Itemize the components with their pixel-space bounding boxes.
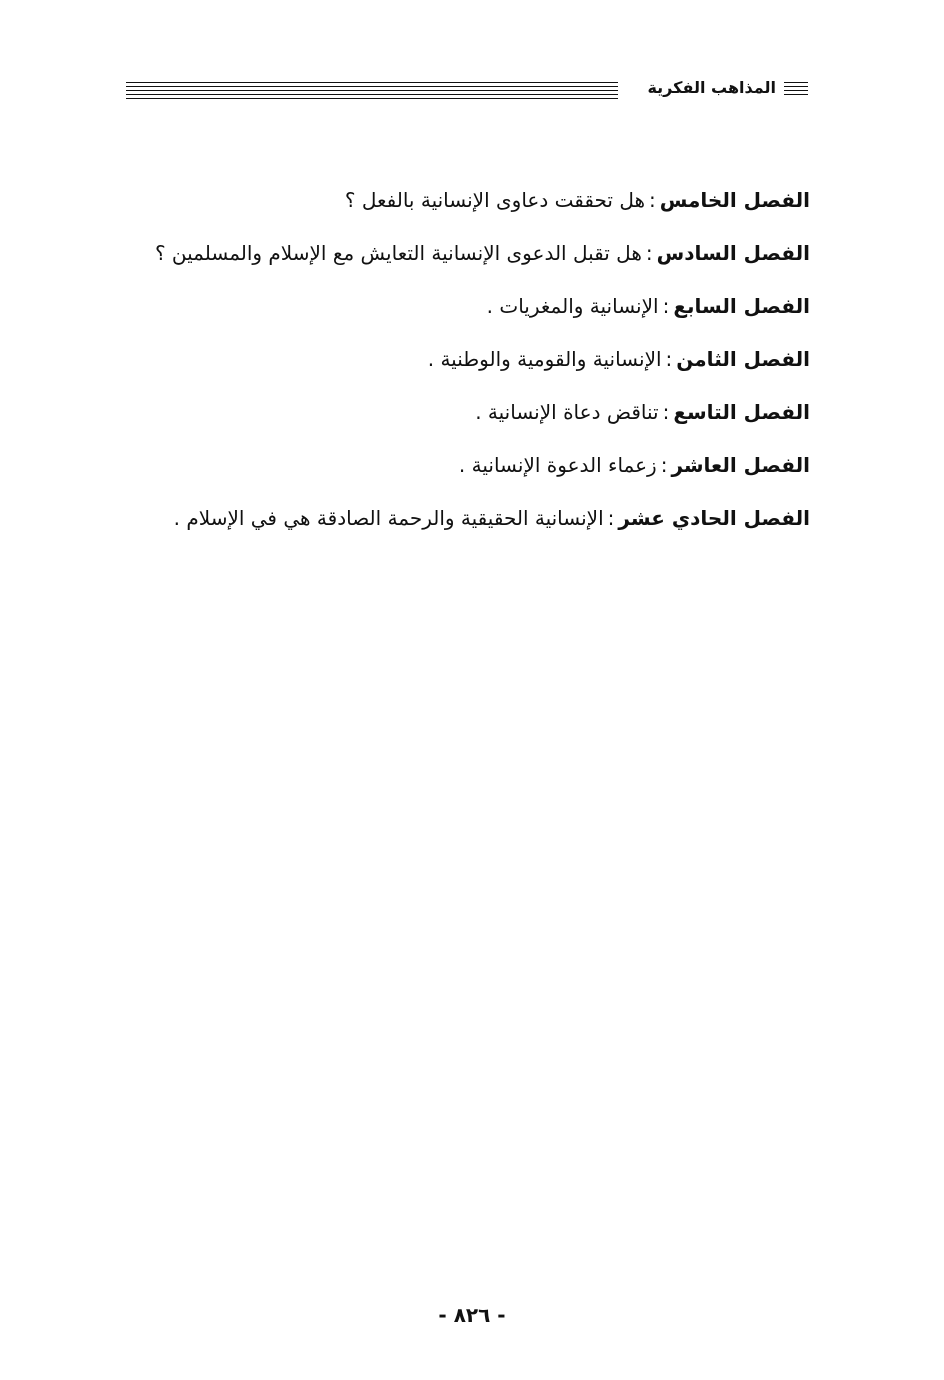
chapter-title: الإنسانية والمغريات . <box>486 294 659 318</box>
chapter-item <box>110 233 810 286</box>
running-header <box>126 78 808 104</box>
chapter-item <box>110 498 810 551</box>
chapter-separator: : <box>607 506 615 530</box>
chapter-title: الإنسانية الحقيقية والرحمة الصادقة هي في الإسلام . <box>173 506 604 530</box>
chapter-title: هل تقبل الدعوى الإنسانية التعايش مع الإسلام والمسلمين ؟ <box>154 241 642 265</box>
chapter-separator: : <box>662 294 670 318</box>
chapter-title: هل تحققت دعاوى الإنسانية بالفعل ؟ <box>344 188 646 212</box>
chapter-separator: : <box>649 188 656 212</box>
chapter-separator: : <box>660 453 668 477</box>
chapter-title: زعماء الدعوة الإنسانية . <box>458 453 657 477</box>
chapter-item <box>110 180 810 233</box>
chapter-separator: : <box>665 347 673 371</box>
page-number: - ٨٢٦ - <box>438 1303 506 1327</box>
chapter-title: تناقض دعاة الإنسانية . <box>475 400 659 424</box>
chapter-title: الإنسانية والقومية والوطنية . <box>427 347 662 371</box>
chapter-label: الفصل الحادي عشر <box>618 506 810 530</box>
chapter-label: الفصل السادس <box>656 241 810 265</box>
chapter-label: الفصل الخامس <box>659 188 810 212</box>
header-title: المذاهب الفكرية <box>647 78 776 97</box>
chapter-item <box>110 339 810 392</box>
header-ornament <box>784 82 808 98</box>
chapter-item <box>110 392 810 445</box>
chapter-item <box>110 286 810 339</box>
chapter-label: الفصل الثامن <box>676 347 810 371</box>
chapter-list <box>110 180 810 551</box>
chapter-item <box>110 445 810 498</box>
header-rule <box>126 82 618 100</box>
chapter-label: الفصل العاشر <box>671 453 810 477</box>
chapter-separator: : <box>662 400 670 424</box>
chapter-separator: : <box>645 241 653 265</box>
chapter-label: الفصل السابع <box>673 294 810 318</box>
chapter-label: الفصل التاسع <box>673 400 810 424</box>
